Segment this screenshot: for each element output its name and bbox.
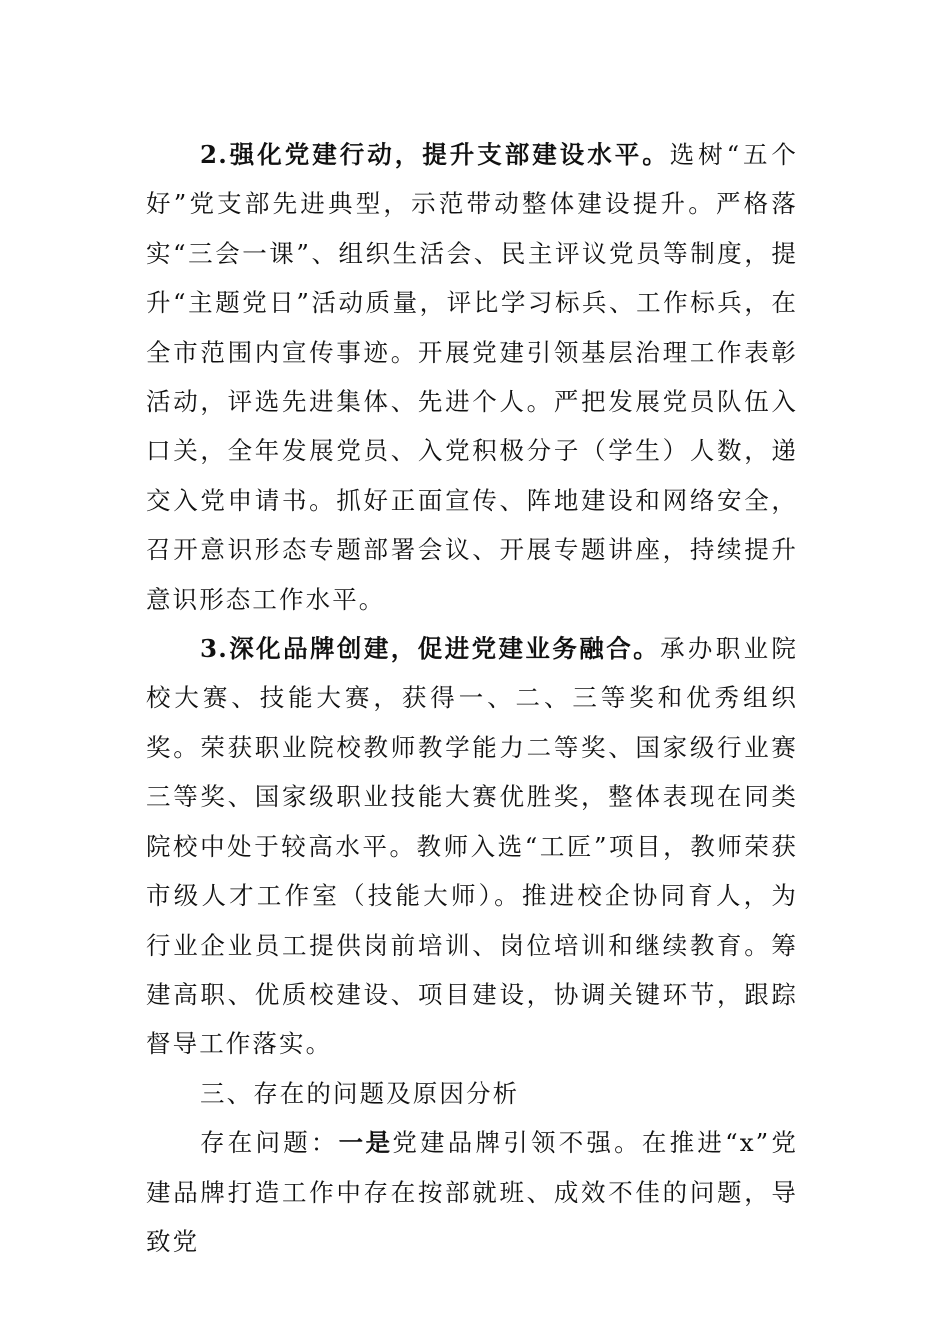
problems-body: 党建品牌引领不强。在推进“x”党建品牌打造工作中存在按部就班、成效不佳的问题，导致党: [146, 1128, 799, 1256]
problems-lead: 一是: [338, 1128, 393, 1158]
document-page: [146, 130, 798, 1266]
paragraph-body: 选树“五个好”党支部先进典型，示范带动整体建设提升。严格落实“三会一课”、组织生活会、民主评议党员等制度，提升“主题党日”活动质量，评比学习标兵、工作标兵，在全市范围内宣传事迹。开展党建引领基层治理工作表彰活动，评选先进集体、先进个人。严把发展党员队伍入口关，全年发展党员、入党积极分子（学生）人数，递交入党申请书。抓好正面宣传、阵地建设和网络安全，召开意识形态专题部署会议、开展专题讲座，持续提升意识形态工作水平。: [146, 140, 798, 614]
paragraph-problems: [146, 1118, 798, 1266]
paragraph-brand-creation: [146, 624, 798, 1069]
paragraph-lead-heading: 2.强化党建行动，提升支部建设水平。: [200, 140, 670, 169]
problems-prefix: 存在问题：: [200, 1128, 339, 1158]
section-heading: 三、存在的问题及原因分析: [200, 1078, 520, 1108]
paragraph-lead-heading: 3.深化品牌创建，促进党建业务融合。: [200, 634, 661, 664]
paragraph-party-building-action: [146, 130, 798, 624]
paragraph-body: 承办职业院校大赛、技能大赛，获得一、二、三等奖和优秀组织奖。荣获职业院校教师教学能力二等奖、国家级行业赛三等奖、国家级职业技能大赛优胜奖，整体表现在同类院校中处于较高水平。教师入选“工匠”项目，教师荣获市级人才工作室（技能大师）。推进校企协同育人，为行业企业员工提供岗前培训、岗位培训和继续教育。筹建高职、优质校建设、项目建设，协调关键环节，跟踪督导工作落实。: [146, 634, 798, 1059]
